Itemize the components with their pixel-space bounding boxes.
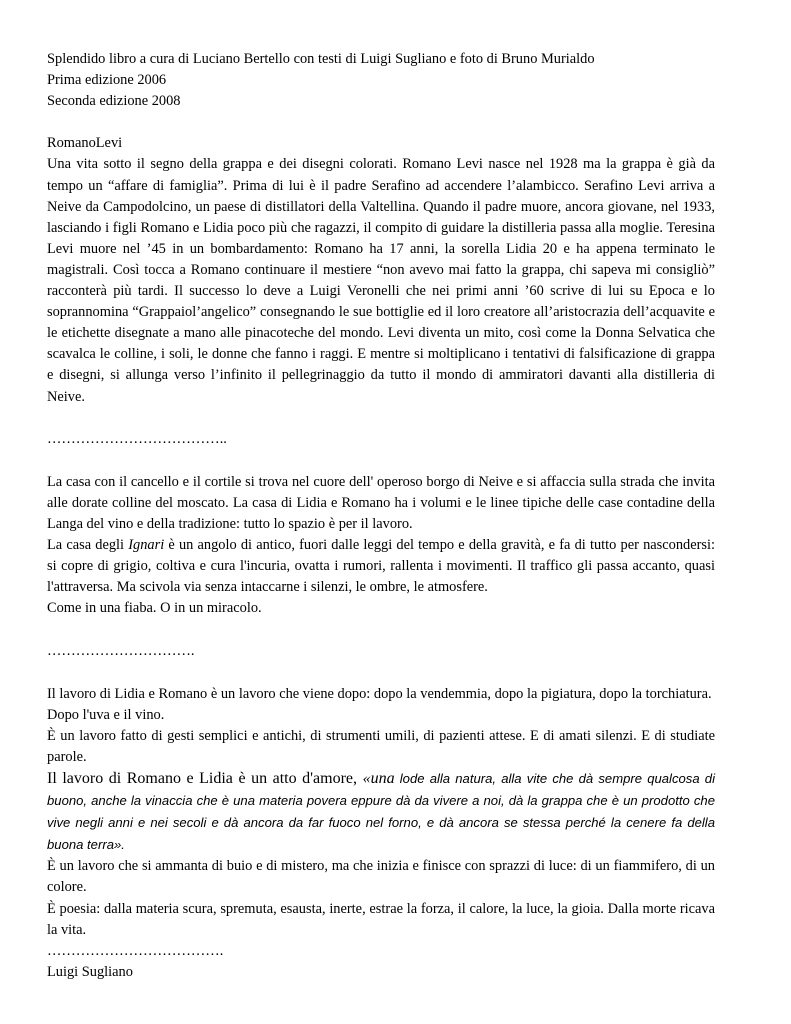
poetry-paragraph: È poesia: dalla materia scura, spremuta, esausta, inerte, estrae la forza, il calore, la luce, la gioia. Dalla morte ricava la vita. <box>47 900 715 938</box>
spacer <box>47 450 715 472</box>
gestures-paragraph: È un lavoro fatto di gesti semplici e antichi, di strumenti umili, di pazienti attese. E di amati silenzi. E di studiate parole. <box>47 727 715 765</box>
book-credit-line: Splendido libro a cura di Luciano Bertello con testi di Luigi Sugliano e foto di Bruno Murialdo <box>47 51 595 67</box>
act-of-love-lead: Il lavoro di Romano e Lidia è un atto d'amore, <box>47 770 363 787</box>
biography-paragraph: Una vita sotto il segno della grappa e dei disegni colorati. Romano Levi nasce nel 1928 ma la grappa è già da tempo un “affare di famiglia”. Prima di lui è il padre Serafino ad accendere l’alambicco. Serafino Levi arriva a Neive da Campodolcino, un paese di distillatori della Valtellina. Quando il padre muore, ancora giovane, nel 1933, lasciando i figli Romano e Lidia poco più che ragazzi, il compito di guidare la distilleria passa alla moglie. Teresina Levi muore nel ’45 in un bombardamento: Romano ha 17 anni, la sorella Lidia 20 e ha appena terminato le magistrali. Così tocca a Romano continuare il mestiere “non avevo mai fatto la grappa, chi sapeva mi consigliò” racconterà più tardi. Il successo lo deve a Luigi Veronelli che nei primi anni ’60 scrive di lui su Epoca e lo soprannomina “Grappaiol’angelico” consegnando le sue bottiglie ed il loro creatore all’aristocrazia dell’acquavite e le etichette disegnate a mano alle pinacoteche del mondo. Levi diventa un mito, così come la Donna Selvatica che scavalca le colline, i soli, le donne che fanno i raggi. E mentre si moltiplicano i tentativi di falsificazione di grappa e disegni, si allunga verso l’infinito il pellegrinaggio da tutto il mondo di ammiratori davanti alla distilleria di Neive. <box>47 156 715 405</box>
grape-wine-line: Dopo l'uva e il vino. <box>47 706 165 723</box>
darkness-paragraph: È un lavoro che si ammanta di buio e di mistero, ma che inizia e finisce con sprazzi di luce: di un fiammifero, di un colore. <box>47 858 715 896</box>
ignari-paragraph <box>47 535 715 598</box>
ignari-italic: Ignari <box>128 537 165 554</box>
document-content <box>47 49 715 983</box>
separator-dots: ………………………………. <box>47 942 224 959</box>
spacer <box>47 112 715 133</box>
ignari-text-before: La casa degli <box>47 537 129 554</box>
house-paragraph: La casa con il cancello e il cortile si trova nel cuore dell' operoso borgo di Neive e si affaccia sulla strada che invita alle dorate colline del moscato. La casa di Lidia e Romano ha i volumi e le linee tipiche delle case contadine della Langa del vino e della tradizione: tutto lo spazio è per il lavoro. <box>47 473 715 532</box>
fairy-tale-line: Come in una fiaba. O in un miracolo. <box>47 600 262 617</box>
second-edition-line: Seconda edizione 2008 <box>47 93 181 110</box>
work-paragraph: Il lavoro di Lidia e Romano è un lavoro che viene dopo: dopo la vendemmia, dopo la pigiatura, dopo la torchiatura. <box>47 685 712 702</box>
section-title: RomanoLevi <box>47 135 123 152</box>
separator-dots: ……………………………….. <box>47 430 227 447</box>
spacer <box>47 662 715 684</box>
author-signature: Luigi Sugliano <box>47 963 133 980</box>
ignari-text-after: è un angolo di antico, fuori dalle leggi del tempo e della gravità, e fa di tutto per nascondersi: si copre di grigio, coltiva e cura l'incuria, ovatta i rumori, rallenta i movimenti. Il traffico gli passa accanto, quasi l'attraversa. Ma scivola via senza intaccarne i silenzi, le ombre, le atmosfere. <box>47 537 715 596</box>
spacer <box>47 619 715 640</box>
first-edition-line: Prima edizione 2006 <box>47 72 167 89</box>
separator-dots: …………………………. <box>47 642 195 659</box>
act-of-love-paragraph <box>47 768 715 856</box>
spacer <box>47 408 715 429</box>
quote-open: «una <box>362 770 395 787</box>
quote-text: lode alla natura, alla vite che dà sempre qualcosa di buono, anche la vinaccia che è una materia povera eppure dà da vivere a noi, dà la grappa che è un prodotto che vive negli anni e nei secoli e dà ancora da far fuoco nel forno, e dà ancora se stessa perché la cenere fa della buona terra». <box>47 771 715 853</box>
